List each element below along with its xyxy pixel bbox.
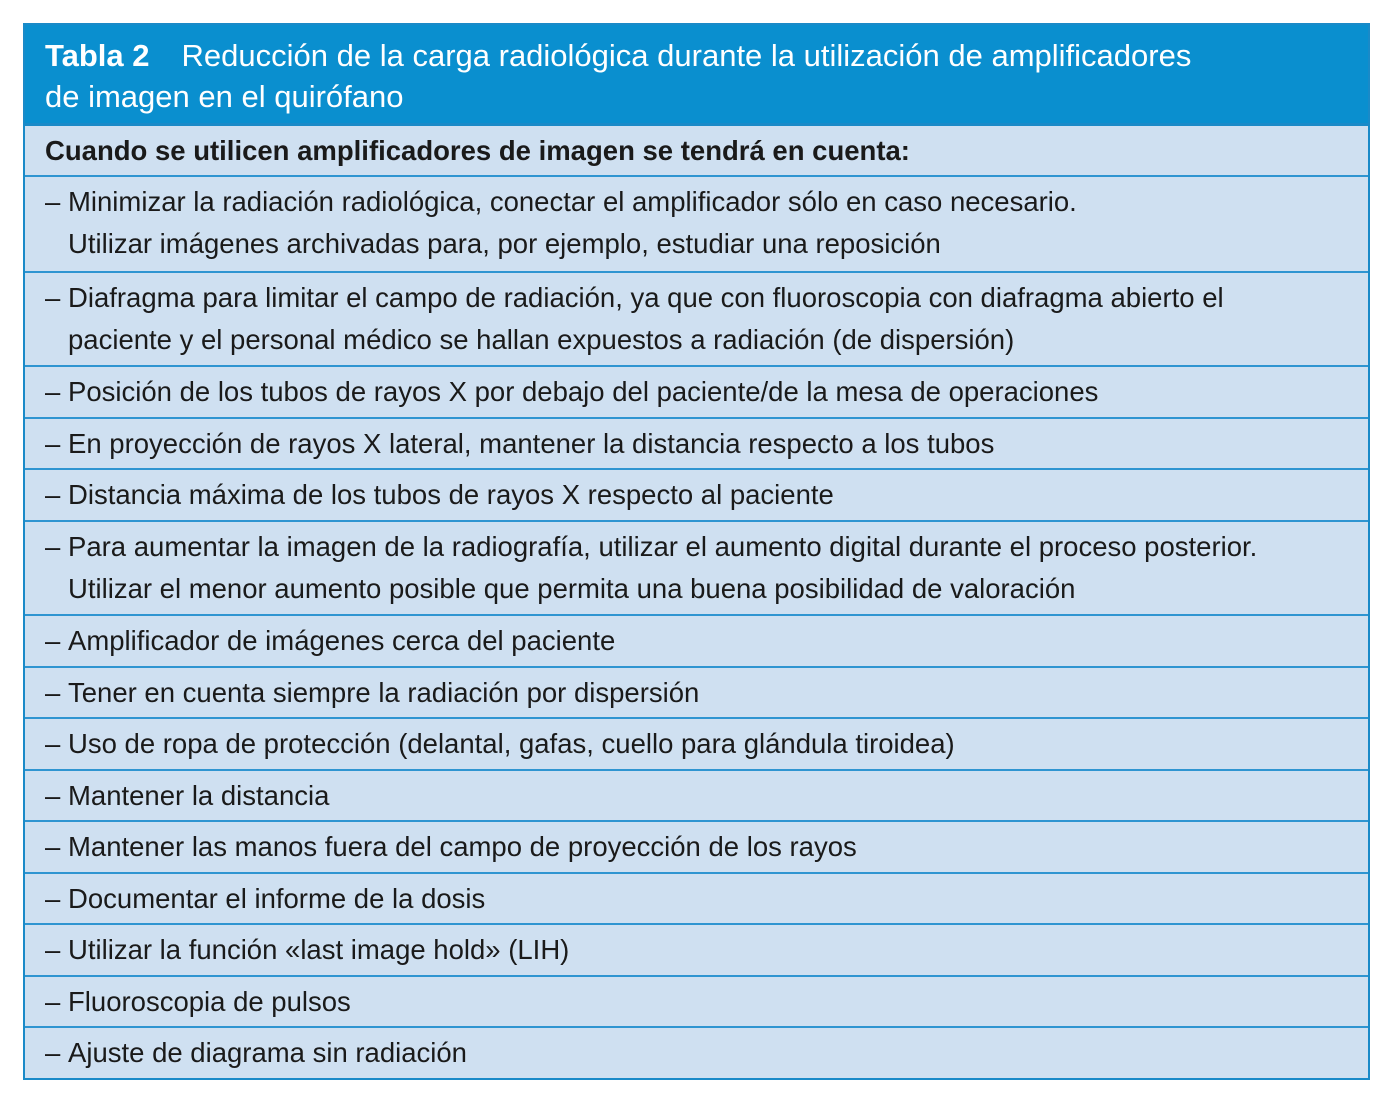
row-dash: – [45,934,61,965]
row-text: Tener en cuenta siempre la radiación por dispersión [68,677,700,708]
table-row [25,872,1368,923]
table-header-row [25,123,1368,175]
row-text: Documentar el informe de la dosis [68,883,486,914]
row-dash: – [45,282,61,313]
table-row [25,614,1368,666]
table-title-text-line2: de imagen en el quirófano [45,79,404,114]
row-dash: – [45,428,61,459]
table-row [25,175,1368,271]
table-row [25,417,1368,468]
table-row [25,666,1368,717]
row-text: Diafragma para limitar el campo de radiación, ya que con fluoroscopia con diafragma abierto el [68,282,1224,313]
table-label: Tabla 2 [45,38,150,73]
row-text: Uso de ropa de protección (delantal, gafas, cuello para glándula tiroidea) [68,728,955,759]
table-row [25,923,1368,975]
row-text: Posición de los tubos de rayos X por debajo del paciente/de la mesa de operaciones [68,376,1099,407]
table-row [25,468,1368,520]
row-text: Amplificador de imágenes cerca del paciente [68,625,616,656]
row-dash: – [45,780,61,811]
row-text-line2: paciente y el personal médico se hallan expuestos a radiación (de dispersión) [68,324,1015,355]
row-text: Distancia máxima de los tubos de rayos X respecto al paciente [68,479,834,510]
table-header-text: Cuando se utilicen amplificadores de imagen se tendrá en cuenta: [45,135,910,166]
table-2 [23,23,1370,1080]
row-dash: – [45,677,61,708]
row-text: Para aumentar la imagen de la radiografía, utilizar el aumento digital durante el proceso posterior. [68,531,1258,562]
row-text: Mantener las manos fuera del campo de proyección de los rayos [68,831,857,862]
row-text: Utilizar la función «last image hold» (LIH) [68,934,570,965]
row-text-line2: Utilizar imágenes archivadas para, por ejemplo, estudiar una reposición [68,228,941,259]
row-dash: – [45,728,61,759]
row-text: Fluoroscopia de pulsos [68,986,351,1017]
table-title-bar [25,25,1368,123]
row-text-line2: Utilizar el menor aumento posible que permita una buena posibilidad de valoración [68,573,1076,604]
table-title-text: Reducción de la carga radiológica durante la utilización de amplificadores [181,38,1192,73]
row-text: En proyección de rayos X lateral, mantener la distancia respecto a los tubos [68,428,995,459]
row-dash: – [45,1037,61,1068]
row-dash: – [45,531,61,562]
table-row [25,975,1368,1026]
table-row [25,365,1368,417]
row-text: Mantener la distancia [68,780,330,811]
row-dash: – [45,186,61,217]
row-dash: – [45,376,61,407]
row-dash: – [45,986,61,1017]
table-row [25,520,1368,614]
table-row [25,271,1368,365]
row-dash: – [45,625,61,656]
row-dash: – [45,479,61,510]
table-row [25,769,1368,820]
row-dash: – [45,831,61,862]
row-text: Minimizar la radiación radiológica, conectar el amplificador sólo en caso necesario. [68,186,1077,217]
row-text: Ajuste de diagrama sin radiación [68,1037,467,1068]
table-row [25,717,1368,769]
row-dash: – [45,883,61,914]
table-row [25,820,1368,872]
table-row [25,1026,1368,1078]
